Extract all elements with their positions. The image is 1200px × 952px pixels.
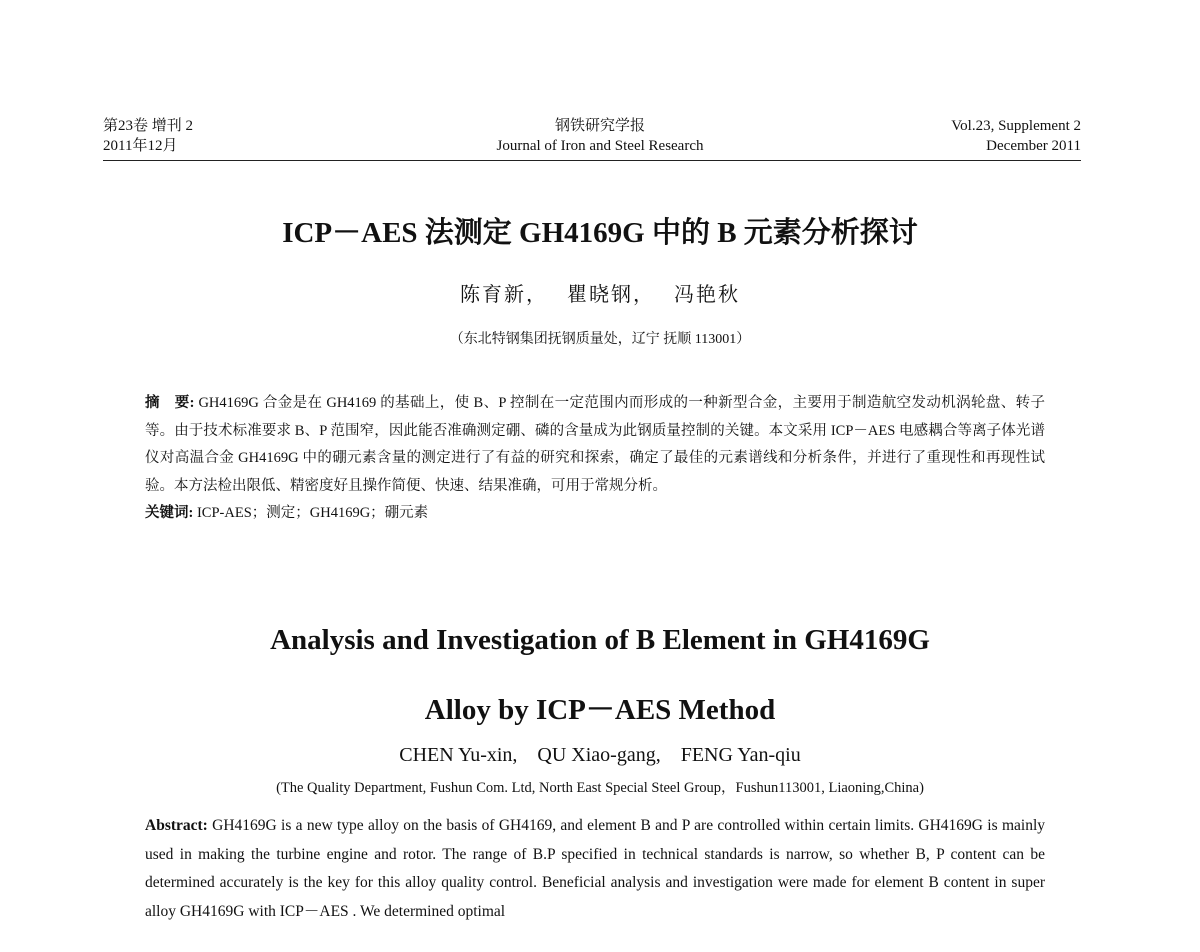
authors-zh: 陈育新， 瞿晓钢， 冯艳秋 [460, 284, 740, 306]
journal-name-en: Journal of Iron and Steel Research [496, 138, 704, 154]
affiliation-zh: （东北特钢集团抚钢质量处，辽宁 抚顺 113001） [449, 332, 751, 347]
header-rule [103, 160, 1081, 161]
volume-issue: 第23卷 增刊 2 [103, 118, 194, 134]
abstract-text-en: GH4169G is a new type alloy on the basis of GH4169, and element B and P are controlled within certain limits. GH4169G is mainly used in making the turbine engine and rotor. The range of B.P specified in technical standards is narrow, so whether B, P content can be determined accurately is the key for this alloy quality control. Beneficial analysis and investigation were made for element B content in super alloy GH4169G with ICP－AES . We determined optimal [145, 817, 1045, 920]
title-en-line2: Alloy by ICP－AES Method [424, 694, 776, 726]
keywords-zh: ICP-AES；测定；GH4169G；硼元素 [196, 505, 429, 521]
issue-date-en: December 2011 [986, 138, 1081, 154]
abstract-label-zh: 摘 要: [145, 395, 195, 411]
title-zh: ICP－AES 法测定 GH4169G 中的 B 元素分析探讨 [282, 217, 918, 249]
volume-supplement: Vol.23, Supplement 2 [951, 118, 1081, 134]
keywords-label-zh: 关键词: [145, 505, 194, 521]
abstract-label-en: Abstract: [145, 817, 208, 834]
issue-date-zh: 2011年12月 [103, 138, 178, 154]
volume-info-en [951, 116, 1081, 156]
journal-name-zh: 钢铁研究学报 [554, 118, 645, 134]
title-en-line1: Analysis and Investigation of B Element in GH4169G [270, 624, 930, 656]
abstract-zh [145, 390, 1045, 528]
abstract-en [145, 812, 1045, 926]
affiliation-en: (The Quality Department, Fushun Com. Ltd, North East Special Steel Group，Fushun113001, Liaoning,China) [276, 780, 924, 796]
authors-en: CHEN Yu-xin, QU Xiao-gang, FENG Yan-qiu [399, 744, 801, 766]
abstract-text-zh: GH4169G 合金是在 GH4169 的基础上，使 B、P 控制在一定范围内而形成的一种新型合金，主要用于制造航空发动机涡轮盘、转子等。由于技术标准要求 B、P 范围窄，因此能否准确测定硼、磷的含量成为此钢质量控制的关键。本文采用 ICP－AES 电感耦合等离子体光谱仪对高温合金 GH4169G 中的硼元素含量的测定进行了有益的研究和探索，确定了最佳的元素谱线和分析条件，并进行了重现性和再现性试验。本方法检出限低、精密度好且操作简便、快速、结果准确，可用于常规分析。 [145, 395, 1045, 494]
